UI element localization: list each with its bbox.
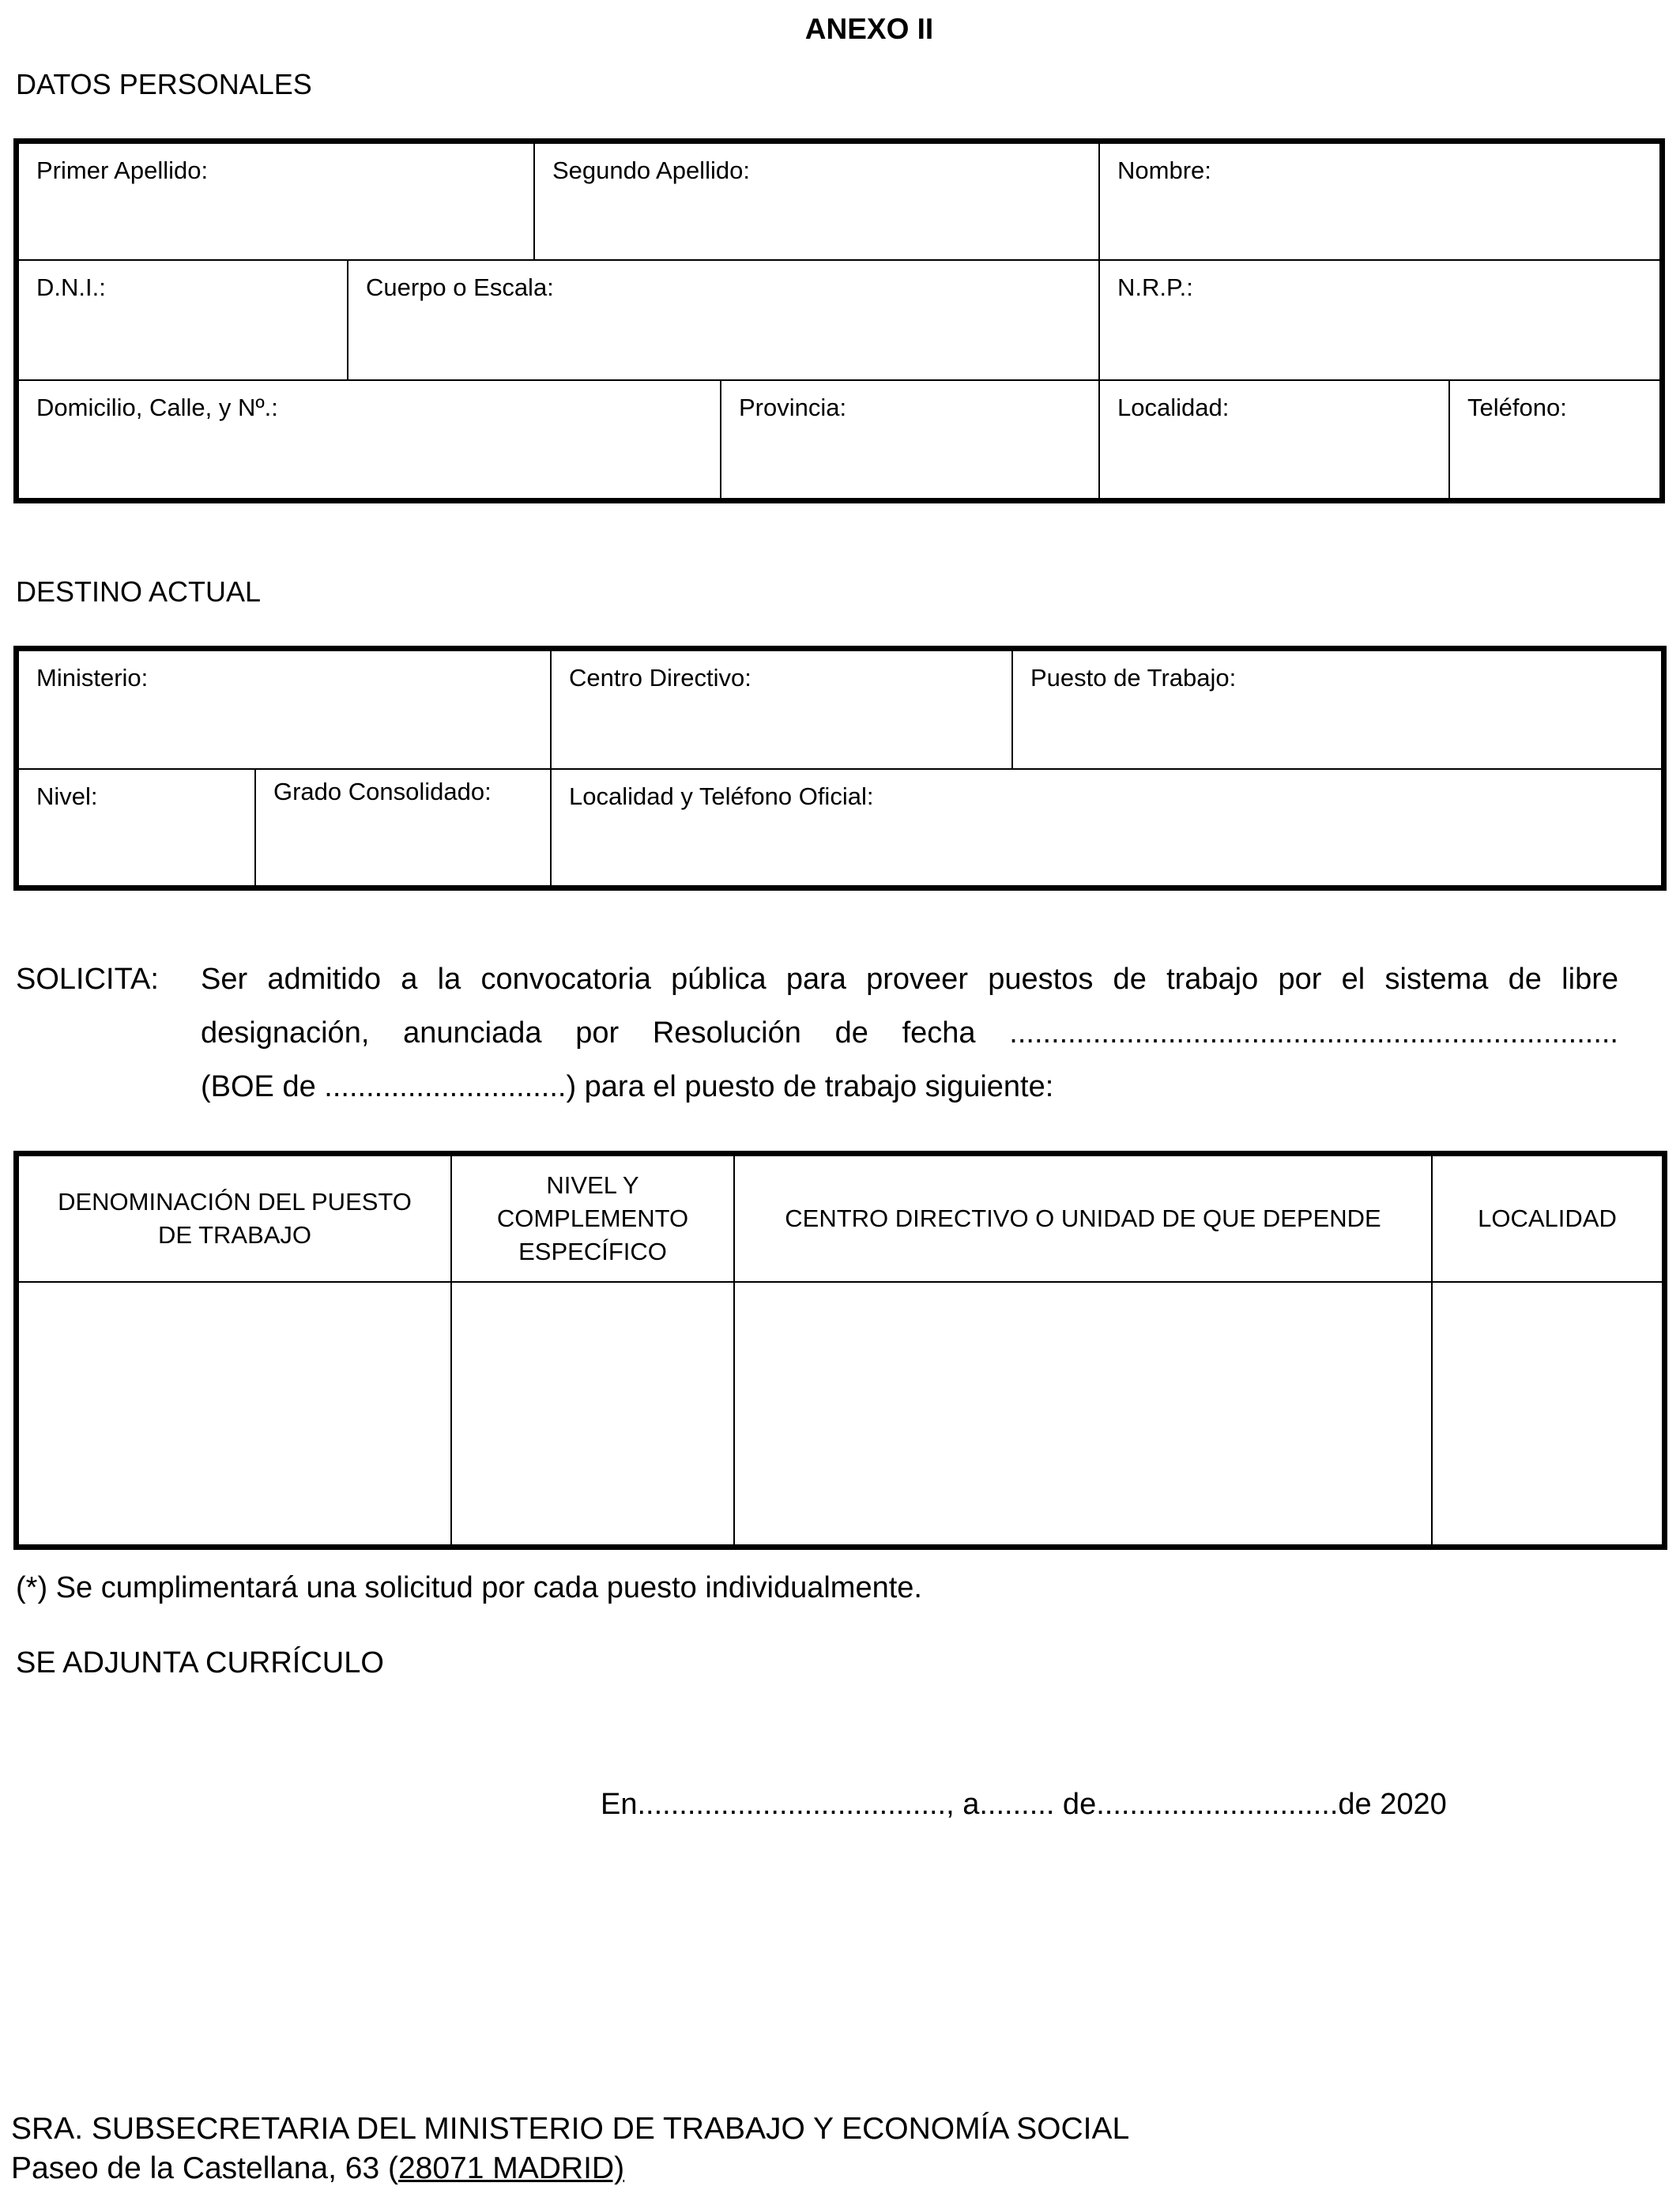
solicita-line-1: Ser admitido a la convocatoria pública para proveer puestos de trabajo por el sistema de libre — [201, 963, 1618, 996]
ministerio-field[interactable] — [17, 650, 552, 770]
footnote: (*) Se cumplimentará una solicitud por cada puesto individualmente. — [16, 1571, 922, 1604]
document-title: ANEXO II — [804, 13, 934, 45]
street-line — [11, 2151, 624, 2186]
localidad-field[interactable] — [1098, 379, 1450, 499]
segundo-apellido-field[interactable] — [533, 142, 1100, 261]
nrp-field[interactable] — [1098, 259, 1661, 381]
header-centro-directivo: CENTRO DIRECTIVO O UNIDAD DE QUE DEPENDE — [733, 1155, 1433, 1283]
curriculo-note: SE ADJUNTA CURRÍCULO — [16, 1646, 384, 1679]
centro-directivo-input-cell[interactable] — [733, 1281, 1433, 1546]
dni-label: D.N.I.: — [36, 273, 106, 301]
grado-consolidado-field[interactable] — [254, 768, 552, 887]
puesto-trabajo-field[interactable] — [1011, 650, 1663, 770]
grado-consolidado-label: Grado Consolidado: — [273, 778, 492, 805]
solicita-line-2: designación, anunciada por Resolución de fecha ......................................................................... — [201, 1016, 1618, 1050]
nrp-label: N.R.P.: — [1117, 273, 1193, 301]
puesto-table — [13, 1151, 1667, 1550]
centro-directivo-label: Centro Directivo: — [569, 664, 751, 692]
solicita-label: SOLICITA: — [16, 963, 159, 996]
provincia-field[interactable] — [720, 379, 1100, 499]
place-date-line: En....................................., a......... de.............................de 2020 — [601, 1788, 1447, 1821]
domicilio-field[interactable] — [17, 379, 721, 499]
telefono-field[interactable] — [1448, 379, 1661, 499]
dni-field[interactable] — [17, 259, 348, 381]
ministerio-label: Ministerio: — [36, 664, 149, 692]
domicilio-label: Domicilio, Calle, y Nº.: — [36, 394, 278, 421]
localidad-telefono-field[interactable] — [550, 768, 1663, 887]
cuerpo-escala-label: Cuerpo o Escala: — [366, 273, 554, 301]
header-denominacion: DENOMINACIÓN DEL PUESTO DE TRABAJO — [17, 1155, 452, 1283]
postal-city-text: 28071 MADRID) — [397, 2151, 625, 2185]
primer-apellido-field[interactable] — [17, 142, 535, 261]
telefono-label: Teléfono: — [1467, 394, 1567, 421]
header-localidad: LOCALIDAD — [1431, 1155, 1663, 1283]
street-text: Paseo de la Castellana, 63 ( — [11, 2151, 398, 2185]
cuerpo-escala-field[interactable] — [347, 259, 1100, 381]
destino-actual-form — [13, 646, 1667, 891]
nivel-label: Nivel: — [36, 782, 98, 810]
datos-personales-form — [13, 138, 1665, 503]
primer-apellido-label: Primer Apellido: — [36, 156, 209, 184]
nombre-label: Nombre: — [1117, 156, 1211, 184]
nivel-field[interactable] — [17, 768, 256, 887]
segundo-apellido-label: Segundo Apellido: — [552, 156, 750, 184]
centro-directivo-field[interactable] — [550, 650, 1013, 770]
solicita-line-3: (BOE de .............................) para el puesto de trabajo siguiente: — [201, 1070, 1054, 1103]
nombre-field[interactable] — [1098, 142, 1661, 261]
destino-actual-heading: DESTINO ACTUAL — [16, 575, 262, 608]
provincia-label: Provincia: — [739, 394, 847, 421]
localidad-telefono-label: Localidad y Teléfono Oficial: — [569, 782, 874, 810]
header-nivel-complemento: NIVEL Y COMPLEMENTO ESPECÍFICO — [450, 1155, 735, 1283]
localidad-input-cell[interactable] — [1431, 1281, 1663, 1546]
localidad-label: Localidad: — [1117, 394, 1230, 421]
datos-personales-heading: DATOS PERSONALES — [16, 68, 312, 100]
nivel-complemento-input-cell[interactable] — [450, 1281, 735, 1546]
puesto-trabajo-label: Puesto de Trabajo: — [1030, 664, 1237, 692]
recipient-line: SRA. SUBSECRETARIA DEL MINISTERIO DE TRABAJO Y ECONOMÍA SOCIAL — [11, 2112, 1130, 2146]
denominacion-input-cell[interactable] — [17, 1281, 452, 1546]
